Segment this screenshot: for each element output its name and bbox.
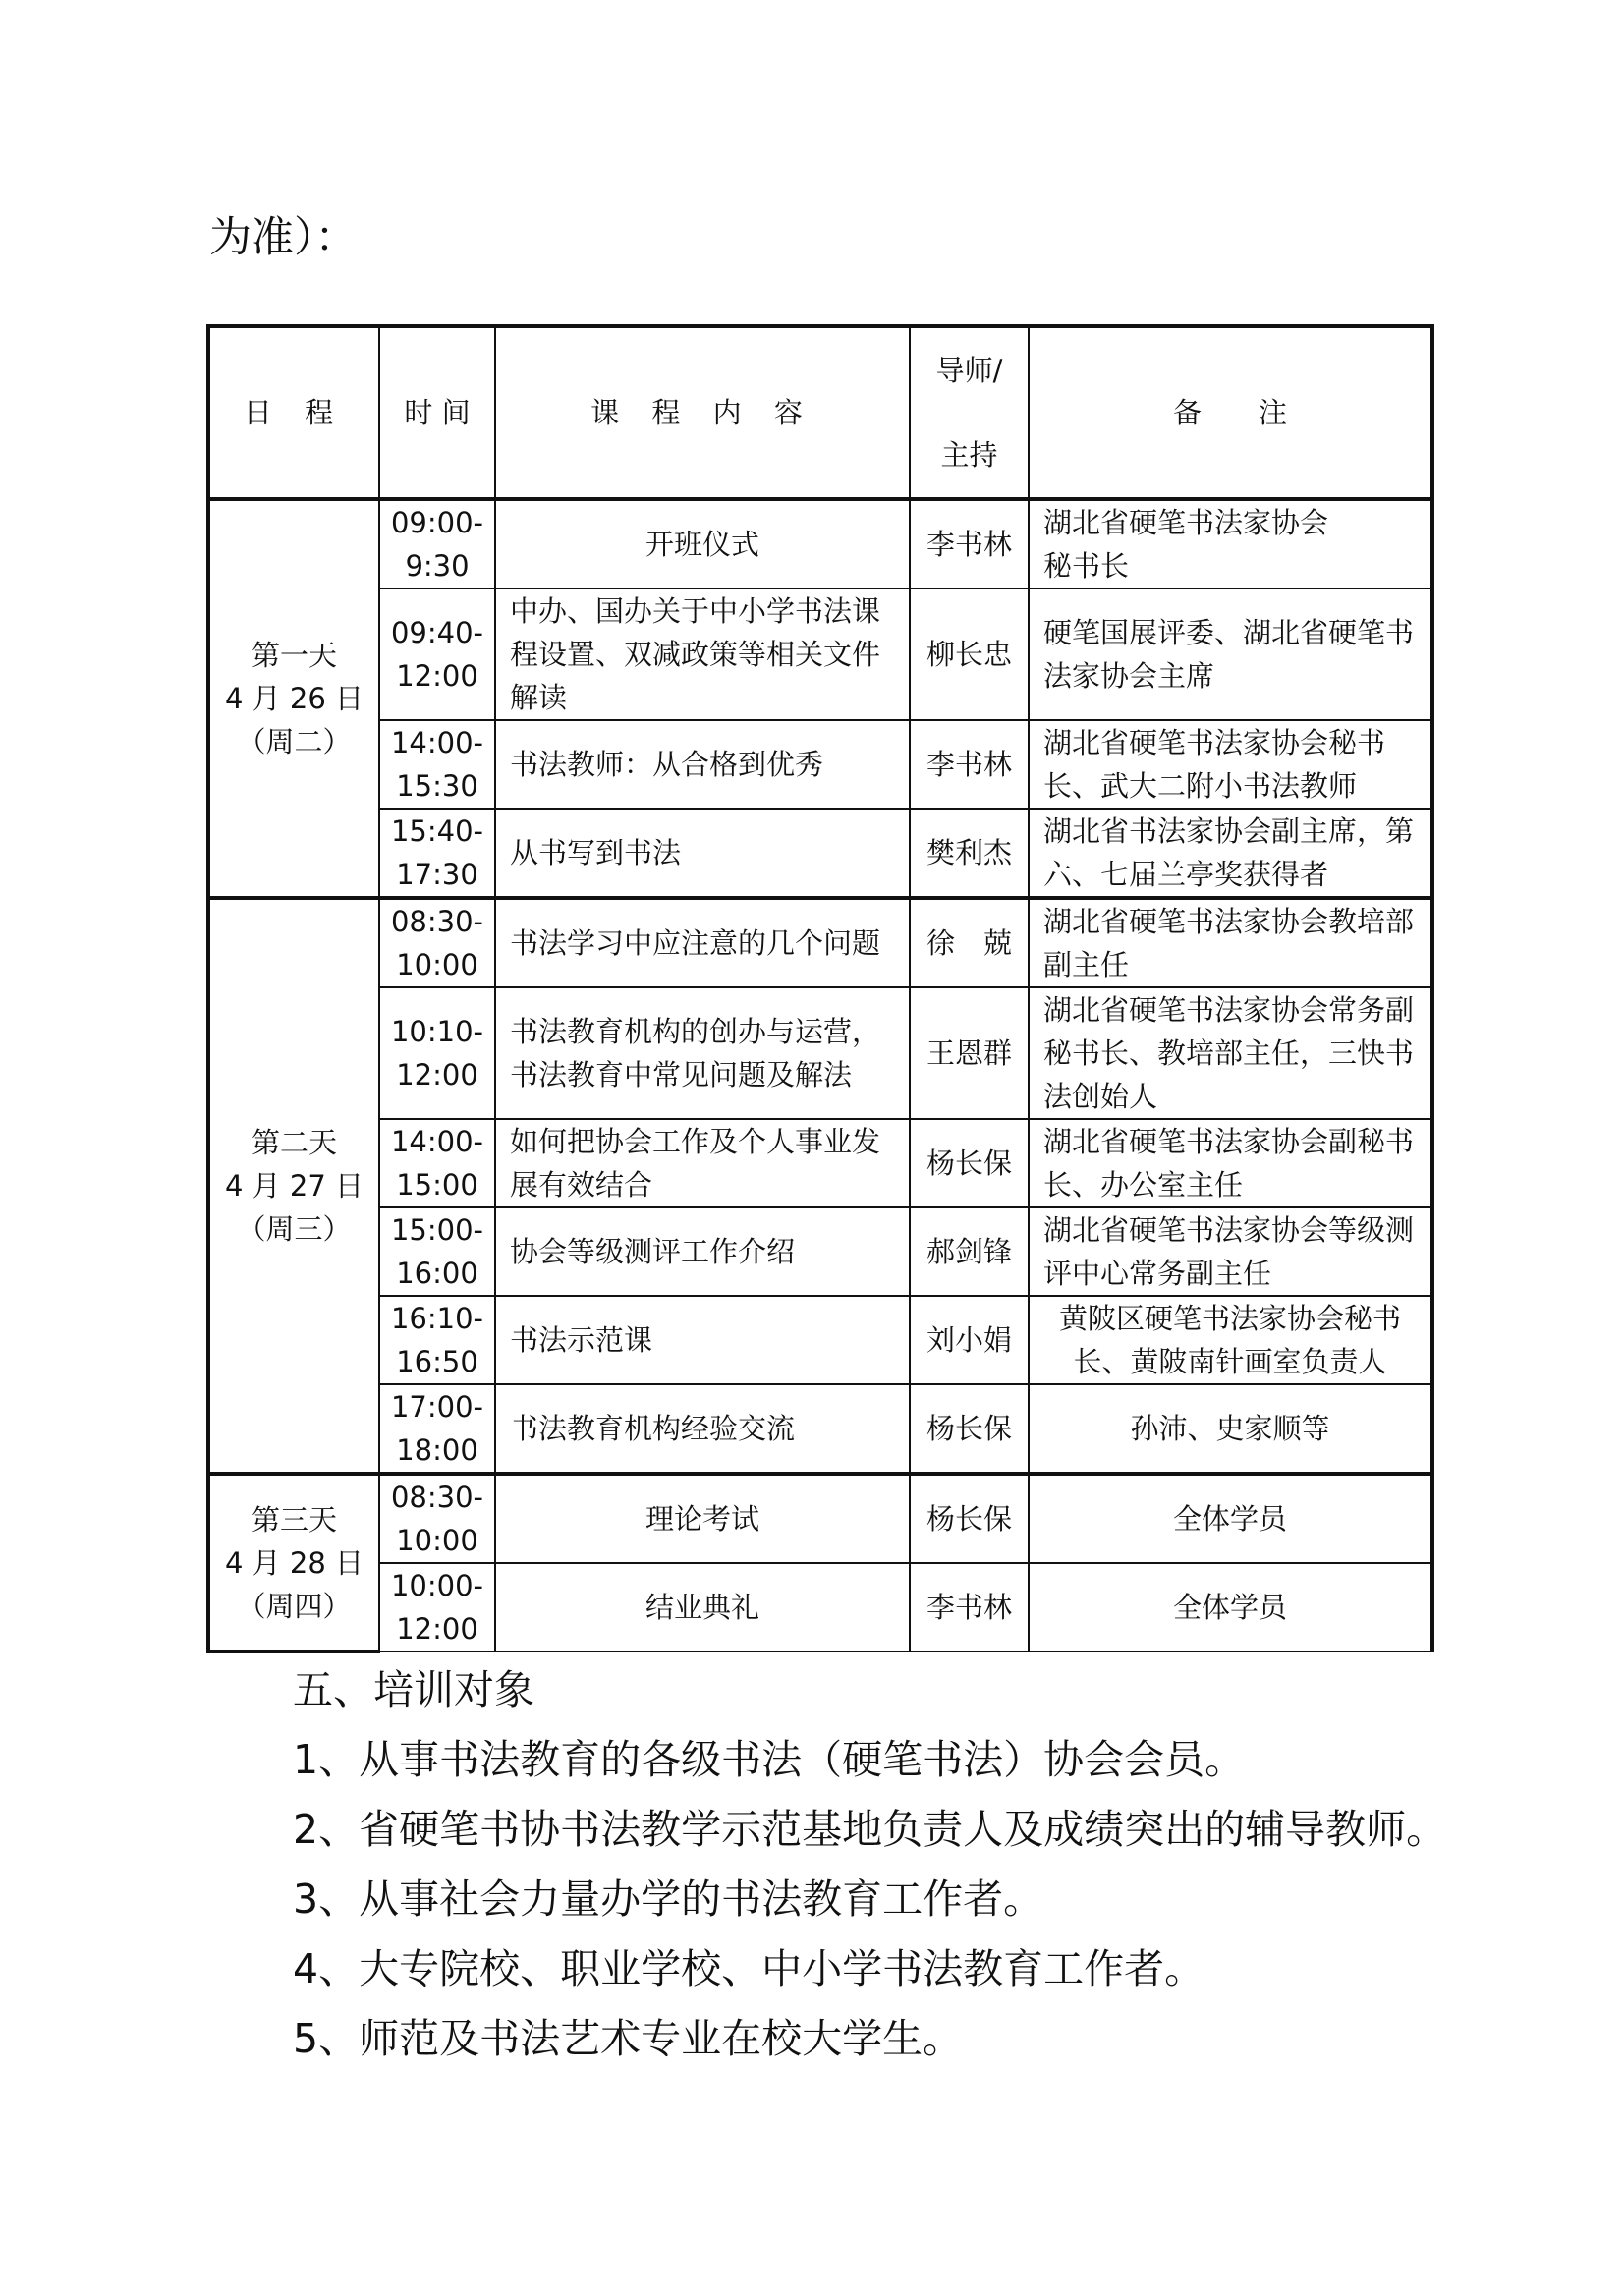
- schedule-body: [208, 499, 1432, 1652]
- time-cell: 17:00- 18:00: [379, 1384, 495, 1474]
- content-cell: 结业典礼: [495, 1563, 910, 1652]
- note-cell: [1029, 720, 1432, 809]
- content-cell: 从书写到书法: [495, 809, 910, 898]
- day-cell: 第一天 4 月 26 日 （周二）: [208, 499, 379, 898]
- mentor-cell: 李书林: [910, 720, 1029, 809]
- note-line: 全体学员: [1172, 1591, 1287, 1624]
- training-target-list: [293, 1655, 1446, 2074]
- list-item: 2、省硬笔书协书法教学示范基地负责人及成绩突出的辅导教师。: [293, 1806, 1447, 1853]
- day-cell: 第三天 4 月 28 日 （周四）: [208, 1474, 379, 1652]
- content-cell: 书法教师：从合格到优秀: [495, 720, 910, 809]
- note-cell: [1029, 499, 1432, 588]
- note-line: 湖北省硬笔书法家协会秘书长、武大二附小书法教师: [1043, 726, 1386, 803]
- time-cell: 15:00- 16:00: [379, 1207, 495, 1296]
- mentor-cell: 柳长忠: [910, 588, 1029, 720]
- mentor-cell: 王恩群: [910, 987, 1029, 1119]
- content-cell: 书法学习中应注意的几个问题: [495, 898, 910, 987]
- note-line: 硬笔国展评委、湖北省硬笔书法家协会主席: [1043, 616, 1415, 693]
- time-cell: 08:30- 10:00: [379, 1474, 495, 1563]
- table-row: [208, 1563, 1432, 1652]
- table-row: [208, 499, 1432, 588]
- list-item: 4、大专院校、职业学校、中小学书法教育工作者。: [293, 1945, 1205, 1992]
- content-cell: 协会等级测评工作介绍: [495, 1207, 910, 1296]
- note-line: 全体学员: [1172, 1502, 1287, 1536]
- mentor-cell: 徐 兢: [910, 898, 1029, 987]
- table-row: [208, 987, 1432, 1119]
- note-line: 湖北省硬笔书法家协会: [1043, 506, 1329, 539]
- note-cell: [1029, 1384, 1432, 1474]
- mentor-cell: 杨长保: [910, 1119, 1029, 1207]
- table-row: [208, 1207, 1432, 1296]
- note-cell: [1029, 898, 1432, 987]
- note-line: 湖北省硬笔书法家协会副秘书长、办公室主任: [1043, 1125, 1415, 1202]
- note-cell: [1029, 1563, 1432, 1652]
- header-content: 课 程 内 容: [495, 326, 910, 499]
- schedule-table: [206, 324, 1434, 1653]
- mentor-cell: 李书林: [910, 499, 1029, 588]
- mentor-cell: 樊利杰: [910, 809, 1029, 898]
- time-cell: 10:10- 12:00: [379, 987, 495, 1119]
- list-item: 1、从事书法教育的各级书法（硬笔书法）协会会员。: [293, 1736, 1246, 1783]
- table-row: [208, 720, 1432, 809]
- header-mentor: 导师/ 主持: [910, 326, 1029, 499]
- content-cell: 书法示范课: [495, 1296, 910, 1384]
- header-day: 日 程: [208, 326, 379, 499]
- content-cell: 书法教育机构经验交流: [495, 1384, 910, 1474]
- time-cell: 16:10- 16:50: [379, 1296, 495, 1384]
- note-line: 湖北省硬笔书法家协会常务副秘书长、教培部主任，三快书法创始人: [1043, 993, 1415, 1113]
- section-title: 五、培训对象: [293, 1666, 534, 1713]
- mentor-cell: 李书林: [910, 1563, 1029, 1652]
- content-cell: 开班仪式: [495, 499, 910, 588]
- note-line: 湖北省书法家协会副主席，第六、七届兰亭奖获得者: [1043, 814, 1415, 891]
- table-row: [208, 588, 1432, 720]
- mentor-cell: 杨长保: [910, 1384, 1029, 1474]
- time-cell: 08:30- 10:00: [379, 898, 495, 987]
- content-cell: 理论考试: [495, 1474, 910, 1563]
- list-item: 5、师范及书法艺术专业在校大学生。: [293, 2015, 964, 2062]
- day-cell: 第二天 4 月 27 日 （周三）: [208, 898, 379, 1474]
- mentor-cell: 郝剑锋: [910, 1207, 1029, 1296]
- table-row: [208, 1384, 1432, 1474]
- table-row: [208, 1296, 1432, 1384]
- note-line: 黄陂区硬笔书法家协会秘书长、黄陂南针画室负责人: [1058, 1302, 1401, 1378]
- time-cell: 09:00- 9:30: [379, 499, 495, 588]
- note-cell: [1029, 1119, 1432, 1207]
- content-cell: 书法教育机构的创办与运营，书法教育中常见问题及解法: [495, 987, 910, 1119]
- intro-text: 为准）：: [209, 213, 358, 262]
- table-row: [208, 898, 1432, 987]
- content-cell: 如何把协会工作及个人事业发展有效结合: [495, 1119, 910, 1207]
- note-cell: [1029, 1296, 1432, 1384]
- time-cell: 14:00- 15:30: [379, 720, 495, 809]
- table-header-row: [208, 326, 1432, 499]
- note-line: 秘书长: [1043, 549, 1130, 583]
- list-item: 3、从事社会力量办学的书法教育工作者。: [293, 1876, 1044, 1923]
- table-row: [208, 1474, 1432, 1563]
- header-note: 备 注: [1029, 326, 1432, 499]
- note-cell: [1029, 809, 1432, 898]
- time-cell: 09:40- 12:00: [379, 588, 495, 720]
- note-cell: [1029, 1474, 1432, 1563]
- note-cell: [1029, 987, 1432, 1119]
- mentor-cell: 杨长保: [910, 1474, 1029, 1563]
- content-cell: 中办、国办关于中小学书法课程设置、双减政策等相关文件解读: [495, 588, 910, 720]
- note-cell: [1029, 1207, 1432, 1296]
- note-line: 孙沛、史家顺等: [1130, 1412, 1330, 1445]
- note-line: 湖北省硬笔书法家协会教培部副主任: [1043, 905, 1415, 981]
- time-cell: 10:00- 12:00: [379, 1563, 495, 1652]
- table-row: [208, 809, 1432, 898]
- time-cell: 15:40- 17:30: [379, 809, 495, 898]
- time-cell: 14:00- 15:00: [379, 1119, 495, 1207]
- note-cell: [1029, 588, 1432, 720]
- mentor-cell: 刘小娟: [910, 1296, 1029, 1384]
- note-line: 湖北省硬笔书法家协会等级测评中心常务副主任: [1043, 1213, 1415, 1290]
- header-time: 时 间: [379, 326, 495, 499]
- table-row: [208, 1119, 1432, 1207]
